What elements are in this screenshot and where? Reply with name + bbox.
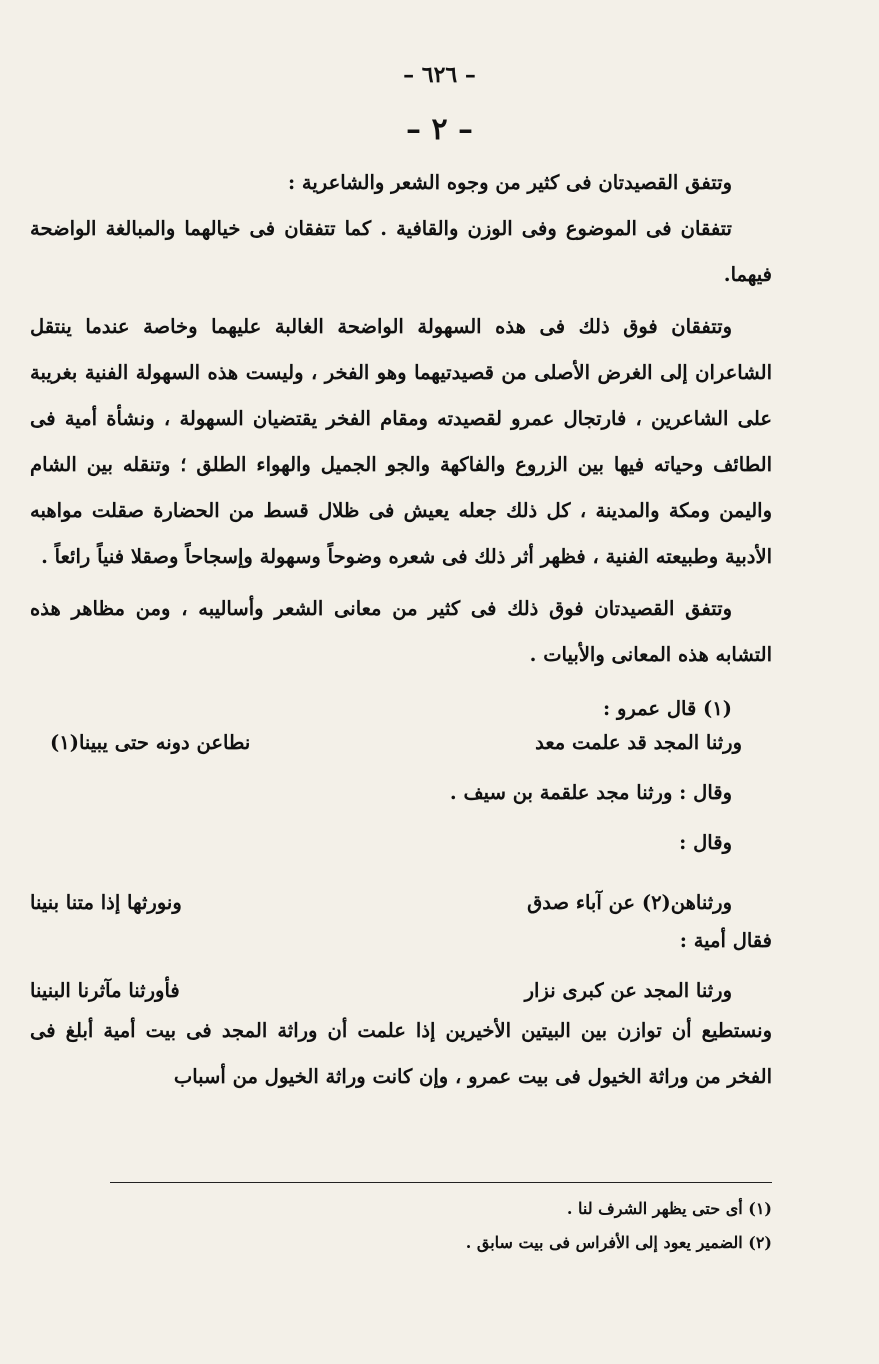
paragraph-theme: تتفقان فى الموضوع وفى الوزن والقافية . كما تتفقان فى خيالهما والمبالغة الواضحة فيهما. [30, 217, 772, 286]
paragraph-intro: وتتفق القصيدتان فى كثير من وجوه الشعر والشاعرية : [287, 171, 732, 194]
page-number: – ٦٢٦ – [403, 62, 476, 88]
said-label: وقال : [679, 831, 732, 854]
example-label-umayya: فقال أمية : [679, 929, 772, 952]
said-line: وقال : ورثنا مجد علقمة بن سيف . [449, 781, 732, 804]
verse-2-first-hemistich: ورثناهن(٢) عن آباء صدق [527, 891, 732, 914]
verse-3-first-hemistich: ورثنا المجد عن كبرى نزار [524, 979, 732, 1002]
footnote-divider [110, 1182, 772, 1183]
footnotes [110, 1192, 772, 1260]
footnote-2: (٢) الضمير يعود إلى الأفراس فى بيت سابق . [465, 1233, 772, 1252]
section-number: – ٢ – [405, 112, 474, 147]
paragraph-comparison: ونستطيع أن توازن بين البيتين الأخيرين إذا علمت أن وراثة المجد فى بيت أمية أبلغ فى الفخر من وراثة الخيول فى بيت عمرو ، وإن كانت وراثة الخيول من أسباب [30, 1019, 772, 1088]
example-label-amr: (١) قال عمرو : [602, 697, 732, 720]
paragraph-meanings: وتتفق القصيدتان فوق ذلك فى كثير من معانى الشعر وأساليبه ، ومن مظاهر هذه التشابه هذه المعانى والأبيات . [30, 597, 772, 666]
main-text [30, 160, 772, 1100]
verse-2-second-hemistich: ونورثها إذا متنا بنينا [30, 891, 182, 914]
verse-3-second-hemistich: فأورثنا مآثرنا البنينا [30, 979, 180, 1002]
verse-1-first-hemistich: ورثنا المجد قد علمت معد [535, 731, 742, 754]
paragraph-simplicity: وتتفقان فوق ذلك فى هذه السهولة الواضحة الغالبة عليهما وخاصة عندما ينتقل الشاعران إلى الغرض الأصلى من قصيدتيهما وهو الفخر ، وليست هذه السهولة الفنية بغريبة على الشاعرين ، فارتجال عمرو لقصيدته ومقام الفخر يقتضيان السهولة ، ونشأة أمية فى الطائف وحياته فيها بين الزروع والفاكهة والجو الجميل والهواء الطلق ؛ وتنقله بين الشام واليمن ومكة والمدينة ، كل ذلك جعله يعيش فى ظلال قسط من الحضارة صقلت مواهبه الأدبية وطبيعته الفنية ، فظهر أثر ذلك فى شعره وضوحاً وسهولة وإسجاحاً وصقلا فنياً رائعاً . [30, 315, 772, 568]
verse-line-1 [30, 720, 772, 766]
verse-1-second-hemistich: نطاعن دونه حتى يبينا(١) [50, 731, 251, 754]
footnote-1: (١) أى حتى يظهر الشرف لنا . [566, 1199, 772, 1218]
